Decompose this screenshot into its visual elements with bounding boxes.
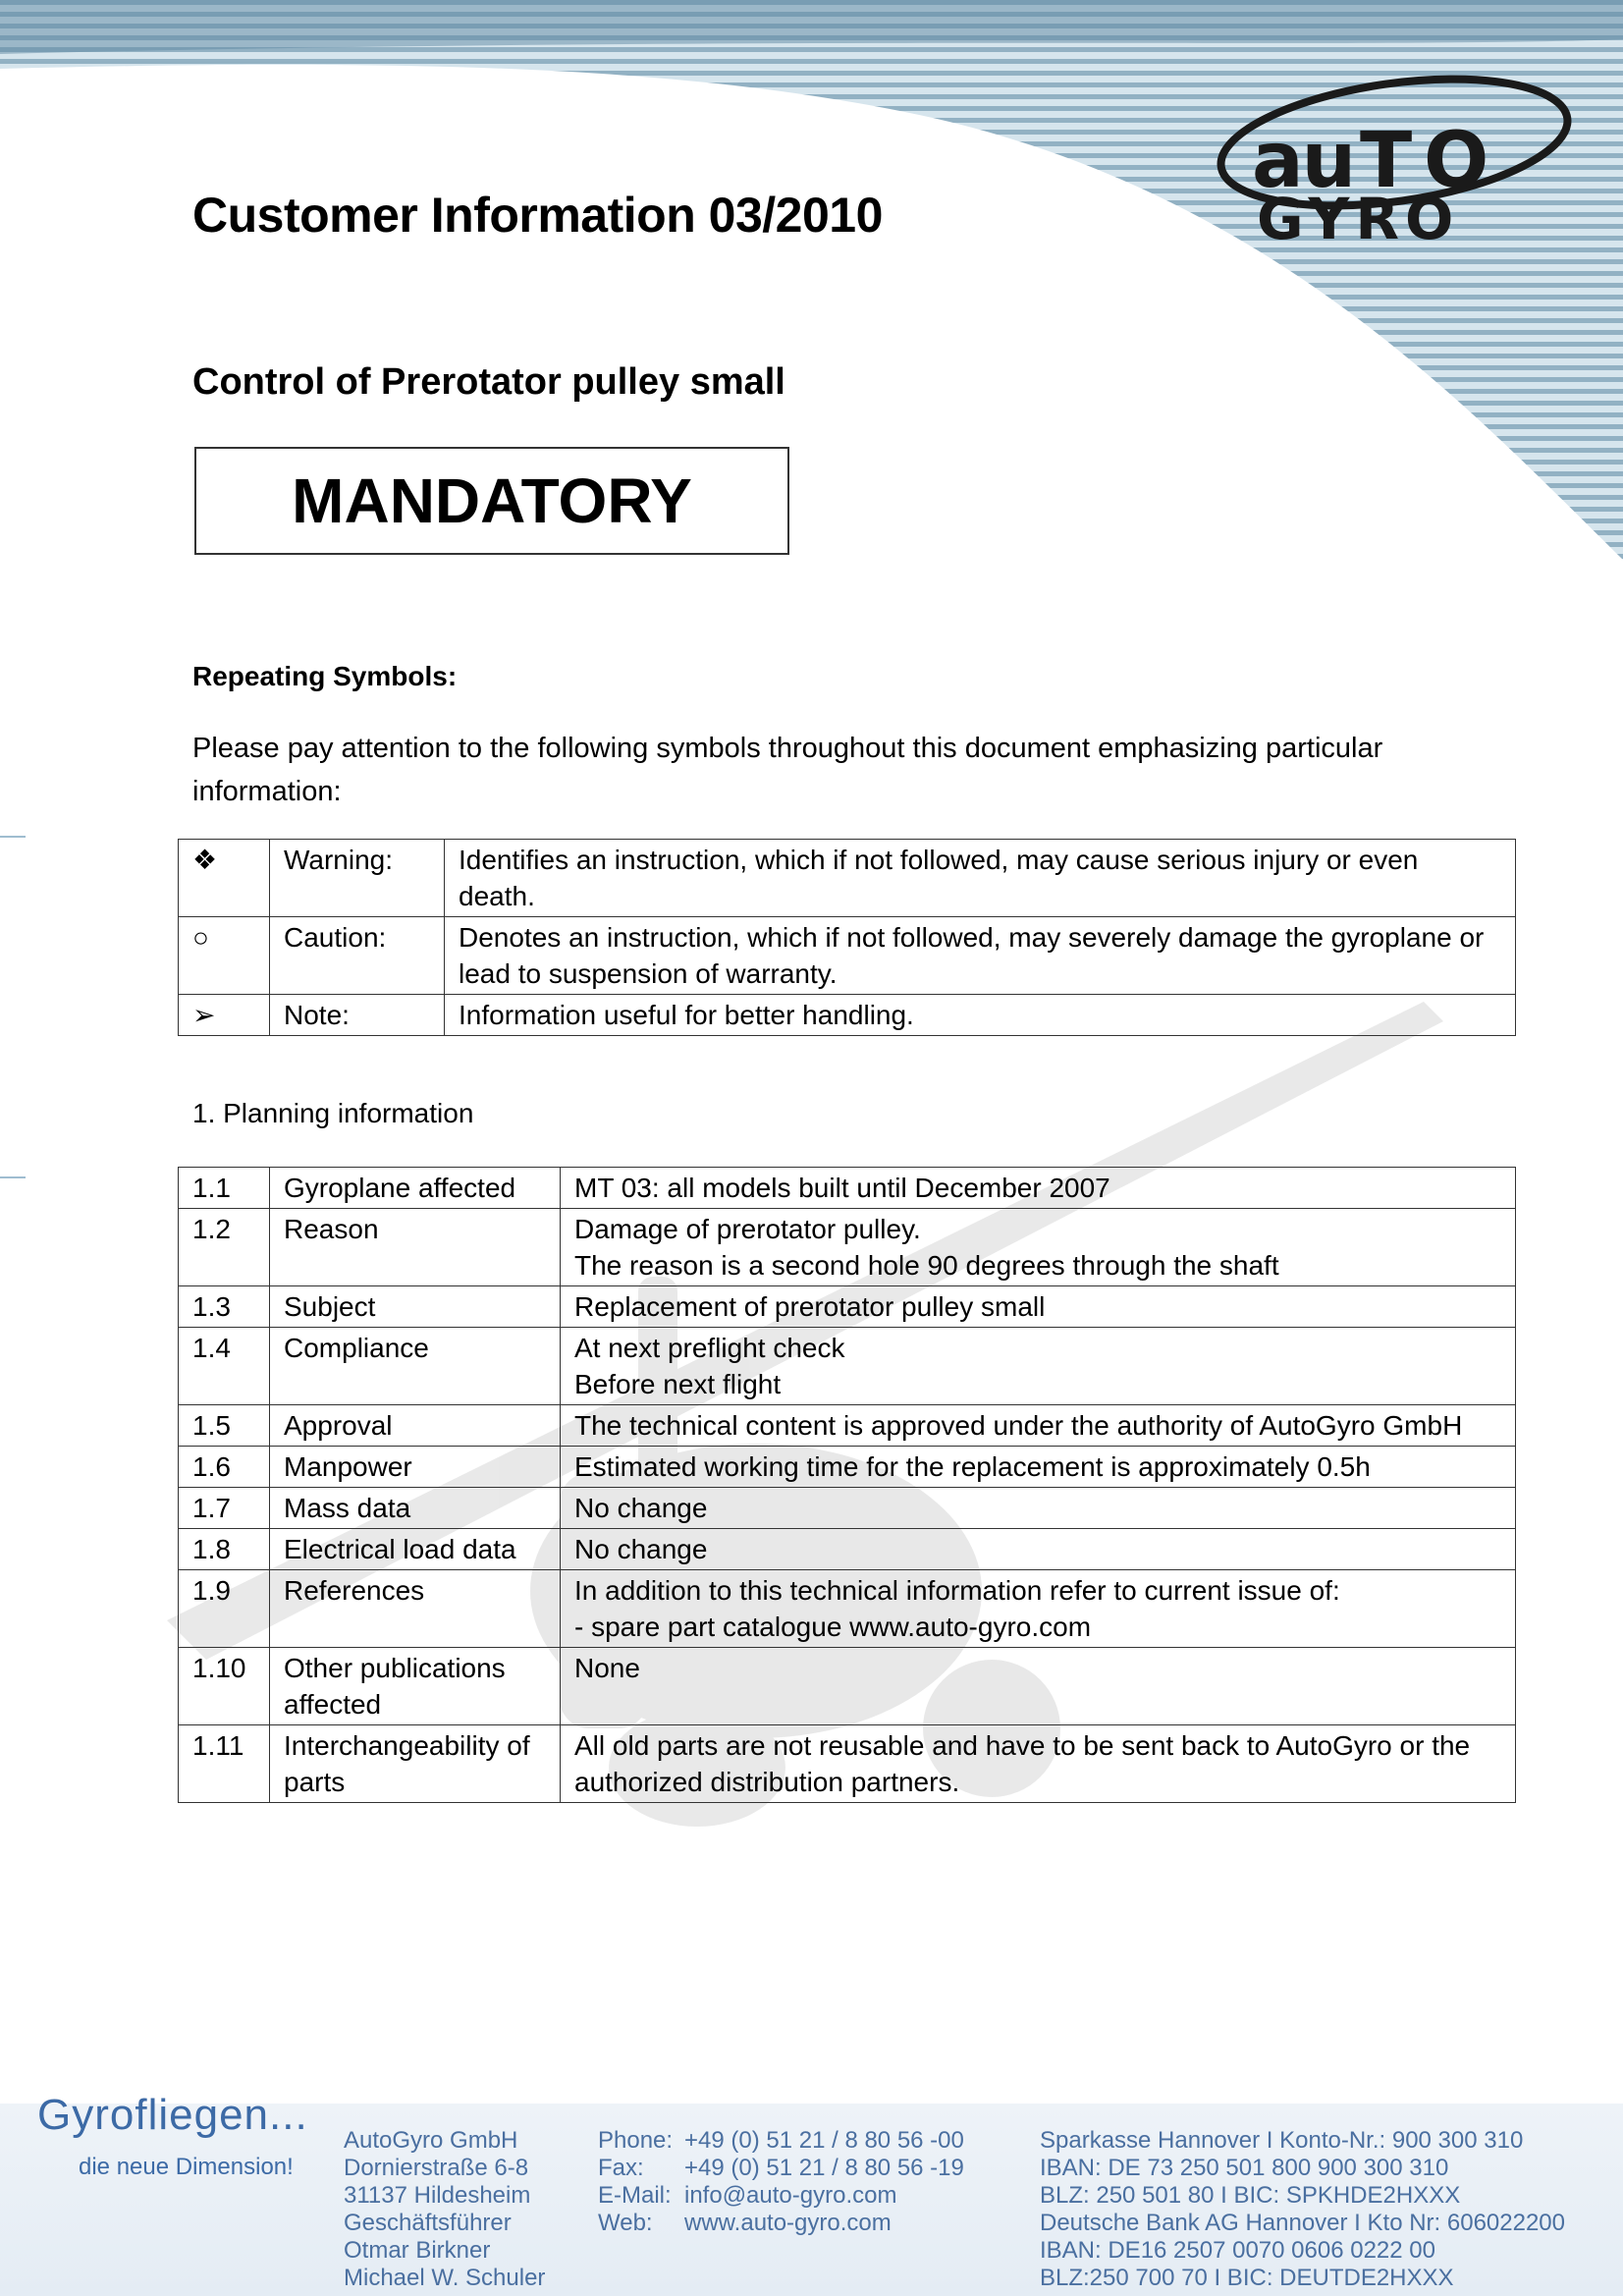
table-row (179, 1328, 1516, 1405)
margin-tick (0, 1176, 26, 1178)
row-label: References (270, 1570, 561, 1648)
row-label: Reason (270, 1209, 561, 1286)
symbol-description: Identifies an instruction, which if not followed, may cause serious injury or even death. (445, 840, 1516, 917)
footer-contact-labels: Phone: Fax: E-Mail: Web: (598, 2127, 674, 2236)
row-value: All old parts are not reusable and have to be sent back to AutoGyro or the authorized distribution partners. (561, 1725, 1516, 1803)
row-label: Electrical load data (270, 1529, 561, 1570)
planning-heading: 1. Planning information (192, 1098, 474, 1128)
row-number: 1.8 (179, 1529, 270, 1570)
table-row (179, 1570, 1516, 1648)
svg-text:T: T (1360, 117, 1413, 205)
row-value: Damage of prerotator pulley. The reason is a second hole 90 degrees through the shaft (561, 1209, 1516, 1286)
row-number: 1.6 (179, 1447, 270, 1488)
table-row (179, 1529, 1516, 1570)
footer-contact-values: +49 (0) 51 21 / 8 80 56 -00 +49 (0) 51 21 / 8 80 56 -19 info@auto-gyro.com www.auto-gyro.com (684, 2127, 964, 2236)
row-value: MT 03: all models built until December 2007 (561, 1168, 1516, 1209)
symbol-icon: ❖ (179, 840, 270, 917)
table-row (179, 1725, 1516, 1803)
row-number: 1.4 (179, 1328, 270, 1405)
symbols-intro-text: Please pay attention to the following symbols throughout this document emphasizing particular information: (192, 733, 1383, 807)
repeating-symbols-heading: Repeating Symbols: (192, 661, 458, 691)
row-number: 1.5 (179, 1405, 270, 1447)
table-row (179, 1405, 1516, 1447)
svg-text:GYRO: GYRO (1257, 186, 1460, 252)
planning-table (178, 1167, 1516, 1803)
row-number: 1.1 (179, 1168, 270, 1209)
footer-address: AutoGyro GmbH Dornierstraße 6-8 31137 Hildesheim Geschäftsführer Otmar Birkner Michael W. Schuler (344, 2127, 546, 2291)
row-label: Subject (270, 1286, 561, 1328)
table-row (179, 1447, 1516, 1488)
row-label: Approval (270, 1405, 561, 1447)
table-row (179, 1168, 1516, 1209)
row-value: In addition to this technical information refer to current issue of: - spare part catalogue www.auto-gyro.com (561, 1570, 1516, 1648)
table-row (179, 1209, 1516, 1286)
row-value: Estimated working time for the replacement is approximately 0.5h (561, 1447, 1516, 1488)
row-value: None (561, 1648, 1516, 1725)
row-value: No change (561, 1529, 1516, 1570)
row-value: No change (561, 1488, 1516, 1529)
table-row (179, 1648, 1516, 1725)
row-label: Mass data (270, 1488, 561, 1529)
row-number: 1.11 (179, 1725, 270, 1803)
row-value: At next preflight check Before next flight (561, 1328, 1516, 1405)
row-number: 1.10 (179, 1648, 270, 1725)
symbols-table (178, 839, 1516, 1036)
row-value: Replacement of prerotator pulley small (561, 1286, 1516, 1328)
footer-brand: Gyrofliegen... (37, 2091, 308, 2139)
margin-tick (0, 836, 26, 838)
table-row (179, 995, 1516, 1036)
symbol-icon: ➢ (179, 995, 270, 1036)
row-label: Compliance (270, 1328, 561, 1405)
symbol-icon: ○ (179, 917, 270, 995)
row-number: 1.9 (179, 1570, 270, 1648)
svg-text:au: au (1252, 117, 1355, 205)
document-subtitle: Control of Prerotator pulley small (192, 361, 785, 403)
row-value: The technical content is approved under the authority of AutoGyro GmbH (561, 1405, 1516, 1447)
row-label: Manpower (270, 1447, 561, 1488)
svg-text:O: O (1424, 117, 1489, 205)
row-number: 1.3 (179, 1286, 270, 1328)
symbol-type: Caution: (270, 917, 445, 995)
footer-tagline: die neue Dimension! (79, 2154, 294, 2180)
row-number: 1.7 (179, 1488, 270, 1529)
table-row (179, 1488, 1516, 1529)
symbol-type: Note: (270, 995, 445, 1036)
row-label: Interchangeability of parts (270, 1725, 561, 1803)
table-row (179, 840, 1516, 917)
symbol-description: Information useful for better handling. (445, 995, 1516, 1036)
symbol-type: Warning: (270, 840, 445, 917)
row-label: Other publications affected (270, 1648, 561, 1725)
document-title: Customer Information 03/2010 (192, 188, 883, 243)
symbol-description: Denotes an instruction, which if not followed, may severely damage the gyroplane or lead to suspension of warranty. (445, 917, 1516, 995)
table-row (179, 1286, 1516, 1328)
footer-bank-details: Sparkasse Hannover I Konto-Nr.: 900 300 310 IBAN: DE 73 250 501 800 900 300 310 BLZ: 250 501 80 I BIC: SPKHDE2HXXX Deutsche Bank AG Hannover I Kto Nr: 606022200 IBAN: DE16 2507 0070 0606 0222 00 BLZ:250 700 70 I BIC: DEUTDE2HXXX (1040, 2127, 1565, 2291)
row-number: 1.2 (179, 1209, 270, 1286)
table-row (179, 917, 1516, 995)
row-label: Gyroplane affected (270, 1168, 561, 1209)
mandatory-badge: MANDATORY (194, 447, 789, 555)
